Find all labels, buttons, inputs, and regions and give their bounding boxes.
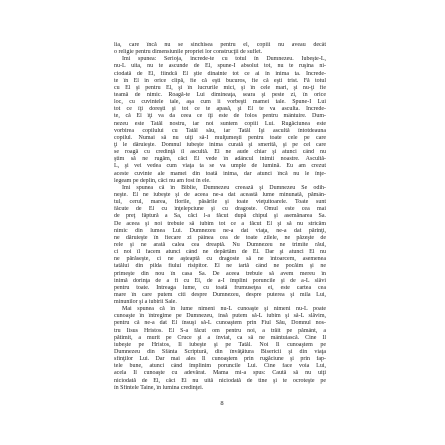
paragraph xyxy=(114,42,326,56)
paragraph xyxy=(114,56,326,185)
text-line: cu El şi pentru El, şi în lucrurile mici, şi în cele mari, şi nu-ţi fie xyxy=(114,84,326,91)
text-line: Dumnezeu din Sfânta Scriptură, din învăţătura Bisericii şi din viaţa xyxy=(114,349,326,356)
text-line: pentru că ne-a dat El însuşi să-L cunoaştem prin Fiul Său, Domnul nos- xyxy=(114,320,326,327)
text-line: neşte. El ne iubeşte şi de aceea ne-a dat această lume minunată, pămân- xyxy=(114,191,326,198)
text-line: ne dăruieşte în fiecare zi pâinea cea de toate zilele, ne păzeşte de xyxy=(114,234,326,241)
text-line: ciodată de El, fiindcă El ştie dinainte tot ce ai în inima ta. Încrede- xyxy=(114,70,326,77)
text-line: ştim să ne rugăm, căci El vede în adâncul inimii noastre. Ascultă- xyxy=(114,156,326,163)
text-line: pătimit, a murit pe Cruce şi a înviat, ca să ne mântuiască. Cine Îl xyxy=(114,334,326,341)
text-line: lia, care încă nu se sinchisea pentru el, copiii nu aveau decât xyxy=(114,42,326,48)
text-line: teamă de nimic. Roagă-te Lui dimineaţa, seara şi peste zi, în orice xyxy=(114,91,326,98)
text-line: vorbirea copilului cu Tatăl său, iar Tatăl Îşi ascultă întotdeauna xyxy=(114,127,326,134)
text-line: te, că El îţi va da ceea ce îţi este de folos pentru mântuire. Dum- xyxy=(114,113,326,120)
page-number: 8 xyxy=(220,400,224,407)
text-line: tru Iisus Hristos. El S-a făcut om pentru noi, a trăit pe pământ, a xyxy=(114,327,326,334)
text-line: sfinţilor Lui. Dar mai ales Îl cunoaştem prin rugăciune şi prin fap- xyxy=(114,356,326,363)
text-line: inimă dorinţa de a fi cu El, de a-I împlini poruncile şi de a-L slăvi xyxy=(114,277,326,284)
paragraph xyxy=(114,185,326,306)
paragraph xyxy=(114,306,326,392)
text-line: făcute de El cu înţelepciune şi cu dragoste. Omul este cea mai xyxy=(114,206,326,213)
text-line: tot ce îţi doreşti şi tot ce te apasă, şi El te va asculta. Încrede- xyxy=(114,106,326,113)
text-line: legeam pe deplin, căci nu am fost în ele. xyxy=(114,177,211,184)
text-line: de preţ făptură a Sa, căci l-a făcut după chipul şi asemănarea Sa. xyxy=(114,213,326,220)
text-line: nezeu este Tatăl nostru, iar noi suntem copiii Lui. Rugăciunea este xyxy=(114,120,326,127)
text-line: nimic din lumea Lui. Dumnezeu ne-a dat viaţa, ne-a dat părinţi, xyxy=(114,227,326,234)
text-line: Îmi spunea că în Biblie, Dumnezeu creează şi Dumnezeu Se odih- xyxy=(122,184,326,191)
text-line: aceste cuvinte ale mamei din toată inima, dar atunci încă nu le înţe- xyxy=(114,170,326,177)
text-line: primeşte din nou în casa Sa. De aceea trebuie să avem mereu în xyxy=(114,270,326,277)
text-line: te în El în orice clipă, fie că eşti bucuros, fie că eşti trist. Fă totul xyxy=(114,77,326,84)
text-line: pentru toate. Întreaga lume, cu toată frumuseţea ei, este cartea cea xyxy=(114,284,326,291)
text-line: iubeşte pe Hristos, Îl iubeşte şi pe Tatăl. Noi Îl cunoaştem pe xyxy=(114,341,326,348)
text-line: rele şi ne arată calea cea dreaptă. Nu Dumnezeu ne trimite răul, xyxy=(114,241,326,248)
text-line: ţi le dăruieşte. Domnul iubeşte inima curată şi smerită, şi pe cel care xyxy=(114,141,326,148)
body-text xyxy=(114,42,326,392)
text-line: niciodată de El, căci El nu uită niciodată de tine şi te ocroteşte pe xyxy=(114,377,326,384)
text-line: Îmi spunea: Serioja, încrede-te cu totul în Dumnezeu. Iubeşte-L, xyxy=(122,56,326,63)
text-line: Mai spunea că în lume nimeni nu-L cunoaşte şi nimeni nu-L poate xyxy=(122,306,326,313)
text-line: tatălui din pilda fiului risipitor. El ne iartă când ne pocăim şi ne xyxy=(114,263,326,270)
text-line: De aceea şi noi trebuie să iubim tot ce a făcut El şi să nu stricăm xyxy=(114,220,326,227)
text-line: ne părăseşte, ci ne aşteaptă cu dragoste să ne întoarcem, asemenea xyxy=(114,256,326,263)
text-line: în Sfintele Taine, în lumina credinţei. xyxy=(114,384,204,391)
text-line: se roagă cu credinţă îl ascultă. El ne aude chiar şi atunci când nu xyxy=(114,149,326,156)
text-line: nu-L uita, nu te ascunde de El, spune-I absolut tot, nu te ruşina ni- xyxy=(114,63,326,70)
text-line: cunoaşte în întregime pe Dumnezeu, însă putem să-L iubim şi să-L slăvim, xyxy=(114,313,326,320)
text-line: tele bune, atunci când împlinim poruncile Lui. Cine face voia Lui, xyxy=(114,363,326,370)
text-line: acela Îl cunoaşte cu adevărat. Mama mi-a spus: Caută să nu uiţi xyxy=(114,370,326,377)
text-line: copilul. Numai să nu uiţi să-I mulţumeşti pentru toate cele pe care xyxy=(114,134,326,141)
text-line: L, şi vei vedea cum viaţa ta se va umple de lumină. Eu am crezut xyxy=(114,163,326,170)
text-line: loc, cu cuvintele tale, aşa cum îi vorbeşti mamei tale. Spune-I Lui xyxy=(114,99,326,106)
text-line: mare în care putem citi despre Dumnezeu, despre puterea şi mila Lui, xyxy=(114,291,326,298)
text-line: minunilor şi a iubirii Sale. xyxy=(114,299,177,306)
text-line: ci noi îl facem atunci când ne depărtăm de El. Dar şi atunci El nu xyxy=(114,249,326,256)
text-line: o religie pentru dimensiunile propriei lor construcţii de suflet. xyxy=(114,49,263,56)
text-line: tul, cerul, marea, florile, păsările şi toate vieţuitoarele. Toate sunt xyxy=(114,199,326,206)
